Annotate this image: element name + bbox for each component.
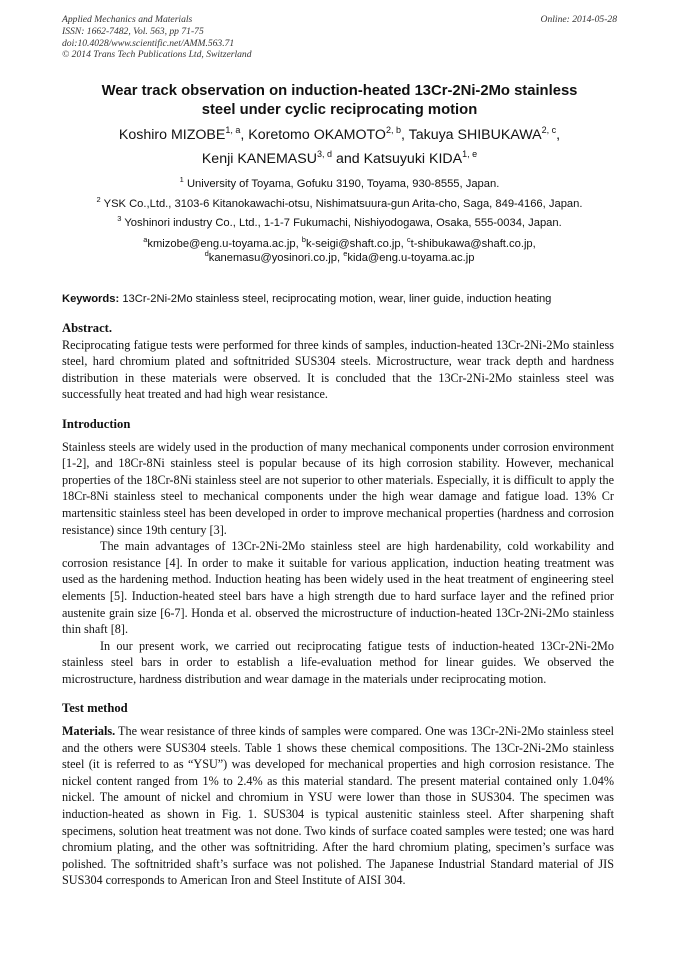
email-link[interactable]: kida@eng.u-toyama.ac.jp (347, 251, 475, 264)
title-line-1: Wear track observation on induction-heated 13Cr-2Ni-2Mo stainless (101, 83, 578, 99)
affil-mark: 1 (179, 175, 184, 184)
affiliation (62, 214, 617, 234)
title-line-2: steel under cyclic reciprocating motion (201, 102, 478, 118)
author-affil-mark: 1, a (225, 125, 241, 135)
keywords-text: 13Cr-2Ni-2Mo stainless steel, reciprocating motion, wear, liner guide, induction heating (122, 293, 552, 305)
journal-name: Applied Mechanics and Materials (62, 14, 193, 25)
materials-label: Materials. (62, 724, 116, 739)
affiliation-text: YSK Co.,Ltd., 3103-6 Kitanokawachi-otsu, Nishimatsuura-gun Arita-cho, Saga, 849-4166, Japan. (103, 197, 583, 210)
paper-title (62, 82, 617, 120)
paper-body (62, 320, 614, 889)
author-name: Koshiro MIZOBE (118, 127, 226, 143)
affiliation-list (62, 175, 617, 265)
email-link[interactable]: kanemasu@yosinori.co.jp (208, 251, 337, 264)
author-line-2 (62, 147, 617, 171)
affiliation (62, 175, 617, 195)
author-list (62, 123, 617, 171)
author-line-1: Koshiro MIZOBE$^{1, a}$, Koretomo OKAMOTO$^{2, b}$, Takuya SHIBUKAWA$^{2, c}$, (118, 125, 561, 143)
author-conjunction: and (335, 151, 360, 167)
email-mark: c (406, 234, 411, 244)
email-link[interactable]: k-seigi@shaft.co.jp (305, 237, 401, 250)
author-name: Koretomo OKAMOTO (248, 127, 386, 143)
intro-paragraph-3: In our present work, we carried out reciprocating fatigue tests of induction-heated 13Cr-2Ni-2Mo stainless steel bars in order to establish a life-evaluation method for linear guides. We observed the microstructure, hardness distribution and wear damage in the materials under reciprocating motion. (62, 638, 614, 686)
copyright-line: © 2014 Trans Tech Publications Ltd, Switzerland (62, 49, 252, 61)
online-date: Online: 2014-05-28 (540, 14, 617, 25)
author-affil-mark: 2, b (385, 125, 401, 135)
doi-link[interactable]: doi:10.4028/www.scientific.net/AMM.563.71 (62, 37, 235, 49)
abstract-text: Reciprocating fatigue tests were performed for three kinds of samples, induction-heated 13Cr-2Ni-2Mo stainless steel, hard chromium plated and softnitrided SUS304 steels. Microstructure, wear track depth and hardness distribution in these materials were observed. It is concluded that the 13Cr-2Ni-2Mo stainless steel was successfully heat treated and had high wear resistance. (62, 337, 614, 402)
email-mark: b (301, 234, 306, 244)
author-name: Takuya SHIBUKAWA (408, 127, 542, 143)
author-affil-mark: 3, d (316, 149, 332, 159)
affiliation-text: University of Toyama, Gofuku 3190, Toyama, 930-8555, Japan. (186, 178, 500, 190)
intro-paragraph-1: Stainless steels are widely used in the production of many mechanical components under corrosion environment [1-2], and 18Cr-8Ni stainless steel is popular because of its high corrosion stability. However, mechanical properties of the 18Cr-8Ni stainless steel are not superior to other materials. Especially, it is difficult to apply the 18Cr-8Ni stainless steel to mechanical components under the high wear damage and fatigue load. 13% Cr martensitic stainless steel has been developed in order to improve mechanical properties (hardness and corrosion resistance) since 19th century [3]. (62, 439, 614, 537)
materials-text: The wear resistance of three kinds of samples were compared. One was 13Cr-2Ni-2Mo stainless steel and the others were SUS304 steels. Table 1 shows these chemical compositions. The 13Cr-2Ni-2Mo stainless steel (it is referred to as “YSU”) was developed for mechanical properties and high corrosion resistance. The nickel content ranged from 1% to 2.4% as this material standard. The present material contained only 1.04% nickel. The amount of nickel and chromium in YSU were lower than those in SUS304. The specimen was induction-heated as shown in Fig. 1. SUS304 is typical austenitic stainless steel. After sharpening shaft specimens, solution heat treatment was not done. Two kinds of surface coated samples were tested; one was hard chromium plating, and the other was softnitriding. After the hard chromium plating, specimen’s surface was polished. The softnitrided shaft’s surface was not polished. The Japanese Industrial Standard material of JIS SUS304 corresponds to American Iron and Steel Institute of AISI 304. (62, 724, 614, 888)
author-affil-mark: 2, c (541, 125, 557, 135)
affiliation-text: Yoshinori industry Co., Ltd., 1-1-7 Fukumachi, Nishiyodogawa, Osaka, 555-0034, Japan. (124, 217, 562, 229)
author-affil-mark: 1, e (462, 149, 478, 159)
keywords-line (62, 292, 617, 306)
author-name: Kenji KANEMASU (201, 151, 317, 167)
affil-mark: 2 (96, 194, 101, 204)
author-name: Katsuyuki KIDA (363, 151, 463, 167)
email-mark: d (204, 248, 209, 258)
introduction-heading: Introduction (62, 416, 131, 431)
email-mark: a (143, 234, 148, 244)
email-line-1: $^a$kmizobe@eng.u-toyama.ac.jp, $^b$k-seigi@shaft.co.jp, $^c$t-shibukawa@shaft.co.jp, (143, 234, 536, 250)
abstract-heading: Abstract. (62, 321, 113, 335)
running-header (62, 14, 617, 61)
materials-paragraph (62, 723, 614, 889)
email-list (62, 234, 617, 265)
affiliation (62, 195, 617, 215)
email-link[interactable]: t-shibukawa@shaft.co.jp (410, 237, 533, 250)
email-mark: e (343, 248, 348, 258)
email-line-2: $^d$kanemasu@yosinori.co.jp, $^e$kida@eng.u-toyama.ac.jp (204, 248, 475, 264)
issn-line: ISSN: 1662-7482, Vol. 563, pp 71-75 (62, 25, 204, 37)
intro-paragraph-2: The main advantages of 13Cr-2Ni-2Mo stainless steel are high hardenability, cold workability and corrosion resistance [4]. In order to make it suitable for various application, induction heating treatment was used as the hardening method. Induction heating has been widely used in the heat treatment of engineering steel elements [5]. Induction-heated steel bars have a high strength due to hard surface layer and the refined prior austenite grain size [6-7]. Honda et al. observed the microstructure of induction-heated 13Cr-2Ni-2Mo stainless thin shaft [8]. (62, 539, 614, 637)
email-link[interactable]: kmizobe@eng.u-toyama.ac.jp (147, 237, 296, 250)
test-method-heading: Test method (62, 701, 128, 716)
affil-mark: 3 (117, 214, 122, 223)
keywords-label: Keywords: (62, 293, 120, 305)
